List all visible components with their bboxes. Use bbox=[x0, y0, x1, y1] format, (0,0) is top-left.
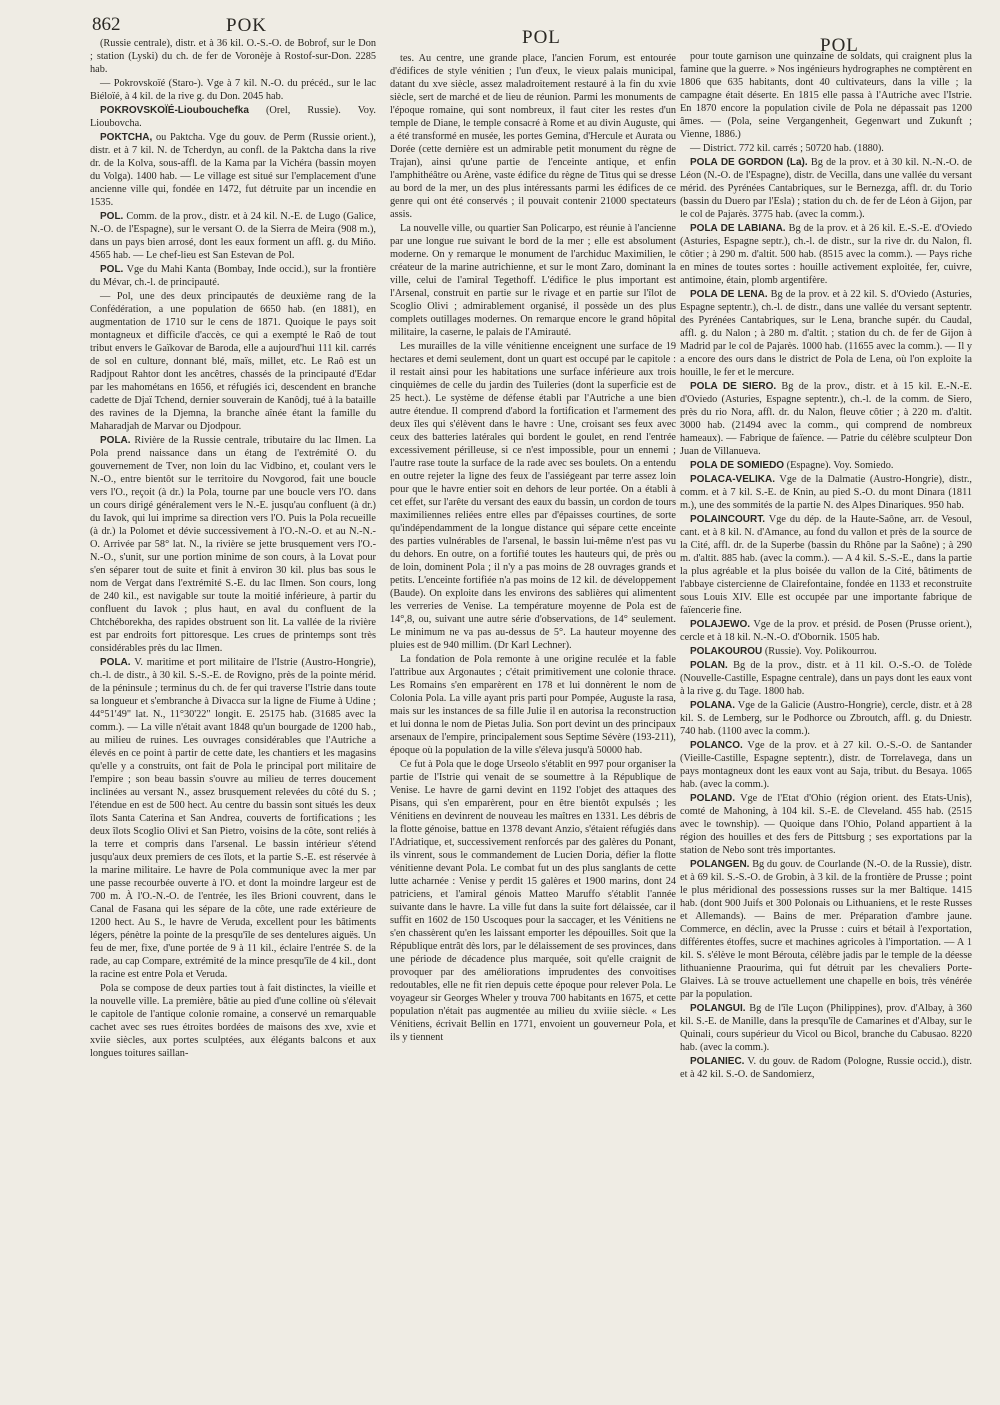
entry-headword: POLANGEN. bbox=[690, 859, 750, 870]
entry-text: Bg de la prov. et à 26 kil. E.-S.-E. d'Oviedo (Asturies, Espagne septr.), ch.-l. de distr., sur la rive dr. du Nalon, fl. côtier ; à 290 m. d'altit. 500 hab. (8515 avec la comm.). — Pays riche en mines de toutes sortes : houille activement exploitée, fer, cuivre, antimoine, étain, plomb argentifère. bbox=[680, 223, 972, 286]
dictionary-entry bbox=[680, 739, 972, 791]
entry-text: Ce fut à Pola que le doge Urseolo s'établit en 997 pour organiser la partie de l'Istrie qui venait de se soumettre à la République de Venise. Le havre de garni devint en 1192 l'objet des attaques des Pisans, qui s'en emparèrent, pour en être bientôt expulsés ; les Vénitiens en devinrent de nouveau les maîtres en 1331. Les débris de la flotte génoise, battue en 1378 devant Anzio, s'étaient réfugiés dans l'Adriatique, et, successivement renforcés par des galères du Ponant, ils vinrent, sous le commandement de Lucien Doria, défier la flotte vénitienne devant Pola. Le combat fut un des plus sanglants de cette lutte acharnée : Venise y perdit 15 galères et 1900 marins, dont 24 patriciens, et l'amiral génois Matteo Maruffo s'établit l'année suivante dans le havre. La ville fut dans la suite fort délaissée, car il suffit en 1602 de 150 Uscoques pour la saccager, et les Vénitiens ne s'en chassèrent qu'en les laissant emporter les dépouilles. Soit que la République entrât dès lors, par le délaissement de ses provinces, dans une période de décadence plus marquée, soit qu'elle craignit de provoquer par des améliorations imprudentes des convoitises redoutables, elle ne fit rien depuis cette époque pour relever Pola. Le voyageur sir Georges Wheler y trouva 700 habitants en 1675, et cette population n'était pas augmentée au milieu du xviiie siècle. « Les Vénitiens, écrivait Bellin en 1771, envoient un gouverneur Pola, et ils y tiennent bbox=[390, 759, 676, 1043]
entry-text: Vge du Mahi Kanta (Bombay, Inde occid.), sur la frontière du Mévar, ch.-l. de principauté. bbox=[90, 264, 376, 288]
entry-text: Bg de la prov., distr. et à 15 kil. E.-N.-E. d'Oviedo (Asturies, Espagne septentr.), ch.-l. de la comm. de Siero, près du rio Nora, affl. dr. du Nalon, fleuve côtier ; à 220 m. d'altit. 3000 hab. (21494 avec la comm., qui comprend de nombreux hameaux). — Fabrique de faïence. — Patrie du célèbre sculpteur Don Juan de Villanueva. bbox=[680, 381, 972, 457]
entry-text: Rivière de la Russie centrale, tributaire du lac Ilmen. La Pola prend naissance dans un étang de l'extrémité O. du gouvernement de Tver, non loin du lac Vidbino, et, coulant vers le N.-O., entre bientôt sur le territoire du Novgorod, fait une boucle vers l'O., reçoit (à dr.) la Pola, tourne par une boucle vers l'O. dans un cours dirigé généralement vers le N.-E. jusqu'au confluent (à dr.) du Iavok, qui lui imprime sa direction vers l'O. Puis la Pola recueille (à dr.) la Polomet et dévie successivement à l'O.-N.-O. et au N.-N.-O. Arrivée par 58° lat. N., la rivière se jette brusquement vers l'O.-N.-O., s'unit, sur une portion minime de son cours, à la Lovat pour s'en séparer tout de suite et finit à environ 30 kil. plus bas sous le nom de Vergat dans l'extrémité S.-E. du lac Ilmen. Son cours, long de 240 kil., est navigable sur toute la moitié inférieure, à partir du confluent du Iavok ; plus haut, en aval du confluent de la Chtchéborekha, des rapides obstruent son lit. La vallée de la rivière est par endroits fort pittoresque. Les crues de printemps sont très considérables près du lac Ilmen. bbox=[90, 435, 376, 654]
entry-text: Bg de l'île Luçon (Philippines), prov. d'Albay, à 360 kil. S.-E. de Manille, dans la presqu'île de Camarines et d'Albay, sur le Quinali, cours supérieur du Vicol ou Bicol, branche du Cabusao. 8220 hab. (avec la comm.). bbox=[680, 1003, 972, 1053]
dictionary-entry bbox=[90, 656, 376, 981]
dictionary-entry bbox=[90, 434, 376, 655]
entry-text: (Russie). Voy. Polikourrou. bbox=[764, 646, 877, 657]
dictionary-entry bbox=[680, 792, 972, 857]
entry-text: V. maritime et port militaire de l'Istrie (Austro-Hongrie), ch.-l. de distr., à 30 kil. S.-S.-E. de Rovigno, près de la pointe mérid. de la péninsule ; terminus du ch. de fer qui traverse l'Istrie dans toute sa longueur et s'embranche à Divacca sur la ligne de Fiume à Udine ; 44°51'49" lat. N., 11°30'22" longit. E. 25175 hab. (31685 avec la comm.). — La ville n'était avant 1848 qu'un bourgade de 1200 hab., au milieu de ruines. Les ouvrages considérables que l'Autriche a élevés en ce point à partir de cette date, les chantiers et les magasins qu'elle y a construits, ont fait de Pola le principal port militaire de l'empire ; son beau bassin s'ouvre au milieu de terres doucement inclinées au versant N., assez brusquement relevées du côté du S. ; l'étendue en est de 500 hect. Au centre du bassin sont situés les deux îlots Santa Caterina et San Andrea, couverts de fortifications ; les deux îlots Scoglio Olivi et San Pietro, voisins de la côte, sont reliés à la terre et compris dans l'arsenal. Le bassin intérieur s'étend jusqu'aux deux premiers de ces îlots, et la partie S.-E. est réservée à la marine militaire. Le havre de Pola communique avec la mer par une passe recourbée ouverte à l'O. et dont la moindre largeur est de 700 m. À l'O.-N.-O. de l'entrée, les îles Brioni couvrent, dans le Canal de Fasana qui les sépare de la côte, une rade extérieure de 1200 hect. Au S., le havre de Veruda, excellent pour les bâtiments légers, pénètre la pointe de la presqu'île de ses dentelures aiguës. Un feu de mer, fixe, d'une portée de 9 à 11 kil., éclaire l'entrée S. de la rade, au cap Compare, extrémité de la mince presqu'île de 4 kil., dont la racine est entre Pola et Veruda. bbox=[90, 657, 376, 980]
dictionary-entry bbox=[390, 52, 676, 221]
dictionary-entry bbox=[680, 380, 972, 458]
text-column-2 bbox=[390, 52, 676, 1397]
entry-text: Bg de la prov. et à 30 kil. N.-N.-O. de Léon (N.-O. de l'Espagne), distr. de Vecilla, dans une vallée du versant mérid. des Pyrénées Cantabriques, sur le Bernezga, affl. dr. du Torio (bassin du Duero par l'Esla) ; station du ch. de fer de Léon à Gijon, par le col de Pajarès. 3775 hab. (avec la comm.). bbox=[680, 157, 972, 220]
entry-headword: POLAKOUROU bbox=[690, 646, 763, 657]
dictionary-entry bbox=[680, 618, 972, 644]
dictionary-entry bbox=[680, 50, 972, 141]
dictionary-entry bbox=[680, 513, 972, 617]
entry-text: Vge de l'Etat d'Ohio (région orient. des Etats-Unis), comté de Mahoning, à 104 kil. S.-E. de Cleveland. 455 hab. (2515 avec le township). — Quoique dans l'Ohio, Poland appartient à la région des houilles et des fers de Pittsburg ; ses exportations par la station de Nebo sont très importantes. bbox=[680, 793, 972, 856]
dictionary-entry bbox=[90, 77, 376, 103]
entry-text: — Pol, une des deux principautés de deuxième rang de la Confédération, a une population de 6650 hab. (en 1881), en augmentation de 1710 sur le cens de 1871. Quoique le pays soit montagneux et difficile d'accès, ce qui a exempté le Raô de tout tribut envers le Gaïkovar de Baroda, elle a aujourd'hui 111 kil. carrés de sol en culture, donnant blé, maïs, millet, etc. Le Raô est un Radjpout Rahtor dont les ancêtres, chassés de la principauté d'Edar par les mahométans en 1656, et réfugiés ici, descendent en branche cadette de Djaï Tchend, dernier souverain de Kanôdj, tué à la bataille des ravines de la Djemna, la branche aînée étant la famille du Maharadjah de Marvar ou Djodpour. bbox=[90, 291, 376, 432]
dictionary-entry bbox=[680, 1002, 972, 1054]
entry-headword: POL. bbox=[100, 211, 124, 222]
running-head-left: POK bbox=[226, 15, 268, 36]
entry-headword: POLA. bbox=[100, 657, 131, 668]
entry-headword: POLANIEC. bbox=[690, 1056, 745, 1067]
running-head-center: POL bbox=[522, 27, 561, 48]
dictionary-entry bbox=[90, 263, 376, 289]
dictionary-entry bbox=[680, 645, 972, 658]
entry-headword: POLAJEWO. bbox=[690, 619, 751, 630]
text-column-1 bbox=[90, 37, 376, 1377]
entry-text: Comm. de la prov., distr. et à 24 kil. N.-E. de Lugo (Galice, N.-O. de l'Espagne), sur le versant O. de la Sierra de Meira (908 m.), dans un pays bien arrosé, dont les eaux forment un affl. g. du Miño. 4565 hab. — Le chef-lieu est San Estevan de Pol. bbox=[90, 211, 376, 261]
entry-headword: POLA DE LABIANA. bbox=[690, 223, 786, 234]
dictionary-entry bbox=[90, 131, 376, 209]
entry-headword: POLAINCOURT. bbox=[690, 514, 765, 525]
running-head-right: POL bbox=[820, 35, 859, 56]
entry-text: (Russie centrale), distr. et à 36 kil. O.-S.-O. de Bobrof, sur le Don ; station (Lyski) du ch. de fer de Voronèje à Rostof-sur-Don. 2285 hab. bbox=[90, 38, 376, 75]
dictionary-entry bbox=[680, 858, 972, 1001]
dictionary-entry bbox=[390, 222, 676, 339]
dictionary-entry bbox=[680, 473, 972, 512]
entry-headword: POLANA. bbox=[690, 700, 735, 711]
entry-headword: POLA. bbox=[100, 435, 131, 446]
dictionary-entry bbox=[680, 1055, 972, 1081]
entry-headword: POLANGUI. bbox=[690, 1003, 746, 1014]
entry-text: Bg de la prov., distr. et à 11 kil. O.-S.-O. de Tolède (Nouvelle-Castille, Espagne centrale), dans un pays dont les eaux vont à la rive g. du Tage. 1800 hab. bbox=[680, 660, 972, 697]
entry-text: pour toute garnison une quinzaine de soldats, qui craignent plus la famine que la guerre. » Nos ingénieurs hydrographes ne comptèrent en 1806 que 635 habitants, dont 40 cultivateurs, dans la ville ; la campagne était déserte. En 1815 elle passa à l'Autriche avec l'Istrie. En 1870 encore la population civile de Pola ne dépassait pas 1200 âmes. — (Pola, seine Vergangenheit, Gegenwart und Zukunft ; Vienne, 1886.) bbox=[680, 51, 972, 140]
entry-text: (Orel, Russie). Voy. Lioubovcha. bbox=[90, 105, 376, 129]
entry-headword: POLA DE SIERO. bbox=[690, 381, 777, 392]
entry-text: Vge du dép. de la Haute-Saône, arr. de Vesoul, cant. et à 8 kil. N. d'Amance, au fond du vallon et près de la source de la Cité, affl. dr. de la Superbe (bassin du Rhône par la Saône) ; à 290 m. d'altit. 885 hab. (avec la comm.). — A 4 kil. S.-S.-E., dans la partie la plus agréable et la plus boisée du vallon de la Cité, bâtiments de l'abbaye cistercienne de Clairefontaine, fondée en 1133 et reconstruite sous Louis XIV. Elle est occupée par une importante fabrique de faïencerie fine. bbox=[680, 514, 972, 616]
entry-text: Vge de la prov. et présid. de Posen (Prusse orient.), cercle et à 18 kil. N.-N.-O. d'Obornik. 1505 hab. bbox=[680, 619, 972, 643]
page-number: 862 bbox=[92, 14, 121, 35]
entry-headword: POLA DE LENA. bbox=[690, 289, 768, 300]
entry-text: tes. Au centre, une grande place, l'ancien Forum, est entourée d'édifices de style vénitien ; l'un d'eux, le vieux palais municipal, datant du xve siècle, assez maladroitement restauré à la fin du xvie siècle, sert de marché et de lieu de réunion. Parmi les monuments de l'époque romaine, qui sont nombreux, il faut citer les restes d'un temple de Diane, le temple consacré à Rome et au divin Auguste, qui a été transformé en musée, les portes Gemina, d'Hercule et Aurata ou Dorée (cette dernière est un admirable petit monument du règne de Trajan), ainsi qu'une partie de l'enceinte antique, et enfin l'amphithéâtre ou Arène, vaste édifice du règne de Titus qui se dresse au bord de la mer, un des plus intéressants parmi les édifices de ce genre qui ont été conservés ; il pouvait contenir 21000 spectateurs assis. bbox=[390, 53, 676, 220]
entry-headword: POLA DE GORDON (La). bbox=[690, 157, 808, 168]
entry-text: La fondation de Pola remonte à une origine reculée et la fable l'attribue aux Argonautes ; c'était primitivement une colonie thrace. Les Romains s'en emparèrent en 178 et lui donnèrent le nom de Colonia Pola. La ville ayant pris parti pour Pompée, Auguste la rasa, mais sur les instances de sa fille Julie il en autorisa la reconstruction et lui donna le nom de Pietas Julia. Son port devint un des principaux arsenaux de l'empire, principalement sous Septime Sévère (193-211), époque où la population de la ville s'éleva jusqu'à 50000 hab. bbox=[390, 654, 676, 756]
entry-text: Vge de la Dalmatie (Austro-Hongrie), distr., comm. et à 7 kil. S.-E. de Knin, au pied S.-O. du mont Dinara (1811 m.), une des sommités de la partie N. des Alpes Dinariques. 950 hab. bbox=[680, 474, 972, 511]
dictionary-entry bbox=[680, 288, 972, 379]
entry-text: Pola se compose de deux parties tout à fait distinctes, la vieille et la nouvelle ville. La première, bâtie au pied d'une colline où s'élevait le capitole de l'antique colonie romaine, a conservé un remarquable cachet avec ses rues étroites bordées de maisons des xve, xvie et xviie siècles, aux portes sculptées, aux élégants balcons et aux longues toitures saillan- bbox=[90, 983, 376, 1059]
entry-text: ou Paktcha. Vge du gouv. de Perm (Russie orient.), distr. et à 7 kil. N. de Tcherdyn, au confl. de la Paktcha dans la rive dr. de la Kolva, sous-affl. de la Kama par la Vichéra (bassin moyen du Volga). 1400 hab. — Le village est situé sur l'emplacement d'une ancienne ville qui, fondée en 1472, fut détruite par un incendie en 1535. bbox=[90, 132, 376, 208]
dictionary-entry bbox=[680, 459, 972, 472]
dictionary-entry bbox=[390, 653, 676, 757]
entry-headword: POKTCHA, bbox=[100, 132, 153, 143]
text-column-3 bbox=[680, 50, 972, 1385]
dictionary-entry bbox=[680, 156, 972, 221]
dictionary-entry bbox=[90, 104, 376, 130]
entry-headword: POLAND. bbox=[690, 793, 735, 804]
entry-headword: POLACA-VELIKA. bbox=[690, 474, 775, 485]
entry-headword: POLA DE SOMIEDO bbox=[690, 460, 785, 471]
entry-headword: POL. bbox=[100, 264, 124, 275]
dictionary-entry bbox=[90, 290, 376, 433]
dictionary-entry bbox=[680, 142, 972, 155]
entry-text: La nouvelle ville, ou quartier San Policarpo, est réunie à l'ancienne par une longue rue suivant le bord de la mer ; elle est absolument moderne. On y remarque le monument de l'archiduc Maximilien, le créateur de la marine autrichienne, et sur le mont Zaro, dominant la ville, celui de l'amiral Tegethoff. L'édifice le plus important est l'Arsenal, construit en partie sur le rivage et en partie sur l'îlot de Scoglio Olivi ; admirablement organisé, il possède un des plus complets outillages modernes. On remarque encore le grand hôpital militaire, la caserne, le palais de l'Amirauté. bbox=[390, 223, 676, 338]
dictionary-entry bbox=[90, 982, 376, 1060]
entry-text: Vge de la Galicie (Austro-Hongrie), cercle, distr. et à 28 kil. S. de Lemberg, sur le Podhorce ou Zbroutch, affl. g. du Dniestr. 740 hab. (1100 avec la comm.). bbox=[680, 700, 972, 737]
entry-headword: POLANCO. bbox=[690, 740, 743, 751]
entry-text: Bg du gouv. de Courlande (N.-O. de la Russie), distr. et à 69 kil. S.-S.-O. de Grobin, à 3 kil. de la frontière de Prusse ; point le plus méridional des possessions russes sur la mer Baltique. 1415 hab. (dont 900 Juifs et 300 Polonais ou Lithuaniens, et le reste Russes et Allemands). — Bains de mer. Préparation d'ambre jaune. Commerce, en déclin, avec la Prusse : cuirs et bétail à l'exportation, différentes étoffes, sucre et machines agricoles à l'importation. — A 1 kil. S. s'élève le mont Bérouta, célèbre jadis par le temple de la déesse lithuanienne Praourima, qui fut détruit par les chevaliers Porte-Glaives. Là se trouve actuellement une chapelle en bois, très vénérée par la population. bbox=[680, 859, 972, 1000]
entry-text: Vge de la prov. et à 27 kil. O.-S.-O. de Santander (Vieille-Castille, Espagne septentr.), distr. de Torrelavega, dans un pays montagneux dont les eaux vont au Saja, tribut. du Besaya. 1065 hab. (avec la comm.). bbox=[680, 740, 972, 790]
dictionary-entry bbox=[680, 699, 972, 738]
dictionary-entry bbox=[90, 210, 376, 262]
entry-text: Les murailles de la ville vénitienne enceignent une surface de 19 hectares et demi seulement, dont un quart est occupé par le capitole : il restait ainsi pour les habitations une surface inférieure aux trois cinquièmes de celle du jardin des Tuileries (dont la superficie est de 25 hect.). Le système de défense établi par l'Autriche a une bien autre étendue. Il comprend d'abord la fortification et l'armement des deux îles qui s'élèvent dans le havre : Une, croisant ses feux avec ceux des batteries latérales qui bordent le goulet, en rend l'entrée excessivement périlleuse, si ce n'est impossible, pour un ennemi ; l'autre rase toute la surface de la rade avec ses boulets. On a entendu en outre rejeter la ligne des feux de l'assiégeant par terre assez loin pour que le havre entier soit en dehors de leur portée. On a établi à cet effet, sur l'arête du versant des eaux du bassin, un cordon de tours maximiliennes reliées entre elles par d'épaisses courtines, de sorte qu'indépendamment de la longue distance qui sépare cette enceinte des parties vulnérables de l'arsenal, le bassin lui-même n'est pas vu du dehors. En outre, on a fortifié toutes les hauteurs qui, de près ou de loin, dominent Pola ; il n'y a pas moins de 28 ouvrages grands et petits. L'enceinte fortifiée n'a pas moins de 12 kil. de développement (Baude). On exploite dans les environs des sablières qui alimentent les verreries de Venise. La température moyenne de Pola est de 14°,8, ou, suivant une autre série d'observations, de 14° seulement. Le minimum ne va pas au-dessus de 5°. La hauteur moyenne des pluies est de 940 millim. (Dr Karl Lechner). bbox=[390, 341, 676, 651]
dictionary-entry bbox=[680, 222, 972, 287]
dictionary-entry bbox=[90, 37, 376, 76]
dictionary-entry bbox=[390, 758, 676, 1044]
dictionary-entry bbox=[680, 659, 972, 698]
entry-text: — District. 772 kil. carrés ; 50720 hab. (1880). bbox=[690, 143, 884, 154]
entry-headword: POLAN. bbox=[690, 660, 728, 671]
entry-text: V. du gouv. de Radom (Pologne, Russie occid.), distr. et à 42 kil. S.-O. de Sandomierz, bbox=[680, 1056, 972, 1080]
entry-text: Bg de la prov. et à 22 kil. S. d'Oviedo (Asturies, Espagne septentr.), ch.-l. de distr., dans une vallée du versant septentr. des Pyrénées Cantabriques, sur le Lena, branche supér. du Caudal, affl. g. du Nalon ; à 280 m. d'altit. ; station du ch. de fer de Gijon à Madrid par le col de Pajarès. 1000 hab. (11655 avec la comm.). — Il y a encore des ours dans le district de Pola de Lena, où l'on exploite la houille, le fer et le mercure. bbox=[680, 289, 972, 378]
entry-text: (Espagne). Voy. Somiedo. bbox=[786, 460, 894, 471]
entry-headword: POKROVSKOÏÉ-Lioubouchefka bbox=[100, 105, 249, 116]
entry-text: — Pokrovskoïé (Staro-). Vge à 7 kil. N.-O. du précéd., sur le lac Biéloïé, à 4 kil. de la rive g. du Don. 2045 hab. bbox=[90, 78, 376, 102]
dictionary-entry bbox=[390, 340, 676, 652]
